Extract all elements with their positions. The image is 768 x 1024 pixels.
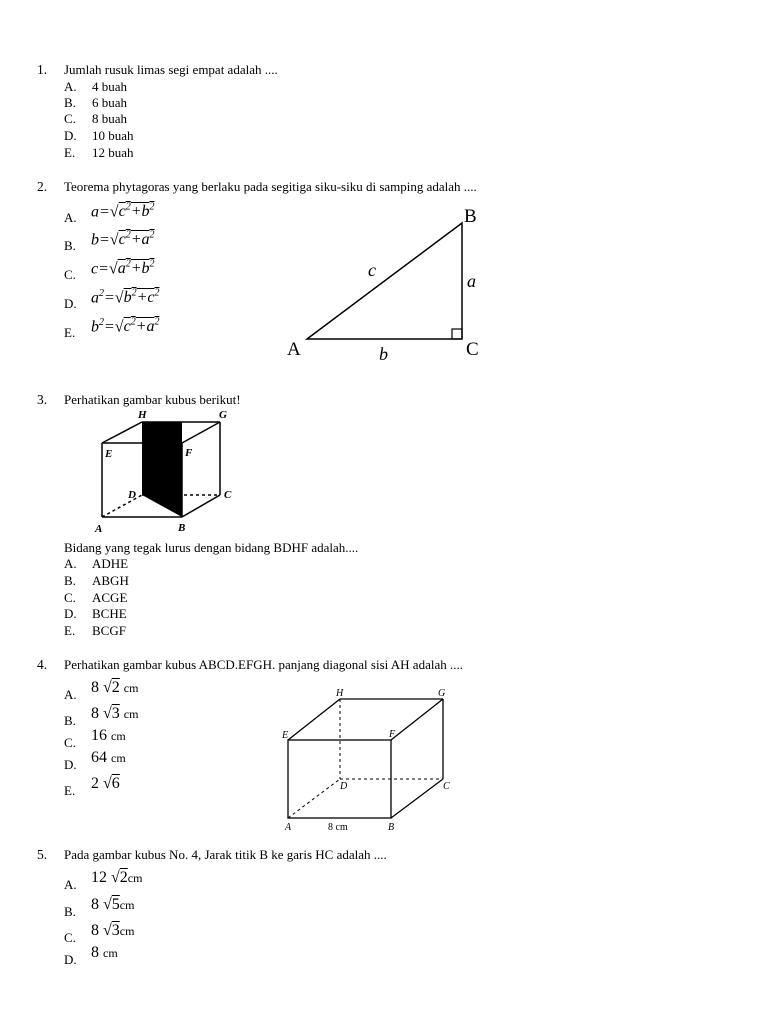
side-a-label: a xyxy=(467,271,476,291)
question-text: Perhatikan gambar kubus berikut! xyxy=(64,392,241,407)
option-text: 8 buah xyxy=(92,111,128,126)
vertex-c-label: C xyxy=(443,781,450,792)
option-label: E. xyxy=(64,325,76,340)
formula: $a^2=√b^2+c^2$ xyxy=(91,288,160,307)
option-label: C. xyxy=(64,590,76,605)
question-number: 3. xyxy=(37,392,48,407)
vertex-b-label: B xyxy=(388,822,395,833)
answer-value: 8 √3 cm xyxy=(91,705,139,722)
side-b-label: b xyxy=(379,344,388,364)
option-label: B. xyxy=(64,573,76,588)
vertex-e-label: E xyxy=(282,730,289,741)
option-label: E. xyxy=(64,623,76,638)
option-label: B. xyxy=(64,238,76,253)
option-label: B. xyxy=(64,904,76,919)
option-text: ABGH xyxy=(92,573,129,588)
question-number: 1. xyxy=(37,62,48,77)
answer-value: 8 cm xyxy=(91,944,118,961)
cube-bdhf-diagram xyxy=(90,405,250,537)
vertex-d-label: D xyxy=(128,489,136,501)
option-label: C. xyxy=(64,930,76,945)
vertex-g-label: G xyxy=(219,409,227,421)
option-label: E. xyxy=(64,783,76,798)
vertex-e-label: E xyxy=(105,448,113,460)
answer-value: 12 √2cm xyxy=(91,869,143,886)
option-text: 12 buah xyxy=(92,145,134,160)
vertex-a-label: A xyxy=(285,822,292,833)
vertex-g-label: G xyxy=(438,688,446,699)
option-label: A. xyxy=(64,210,77,225)
option-label: D. xyxy=(64,296,77,311)
vertex-f-label: F xyxy=(185,447,193,459)
vertex-b-label: B xyxy=(178,522,186,534)
option-label: B. xyxy=(64,95,76,110)
option-label: A. xyxy=(64,556,77,571)
option-label: D. xyxy=(64,606,77,621)
option-label: B. xyxy=(64,713,76,728)
option-label: C. xyxy=(64,735,76,750)
question-text: Perhatikan gambar kubus ABCD.EFGH. panjang diagonal sisi AH adalah .... xyxy=(64,657,463,672)
option-text: ADHE xyxy=(92,556,129,571)
option-label: C. xyxy=(64,111,76,126)
edge-length-label: 8 cm xyxy=(328,822,348,833)
answer-value: 8 √3cm xyxy=(91,922,135,939)
option-label: C. xyxy=(64,267,76,282)
vertex-c-label: C xyxy=(224,489,232,501)
question-text: Pada gambar kubus No. 4, Jarak titik B ke garis HC adalah .... xyxy=(64,847,387,862)
formula: $a=√c^2+b^2$ xyxy=(91,202,155,221)
answer-value: 8 √5cm xyxy=(91,896,135,913)
question-text: Teorema phytagoras yang berlaku pada segitiga siku-siku di samping adalah .... xyxy=(64,179,477,194)
vertex-d-label: D xyxy=(340,781,348,792)
cube-abcdefgh-diagram xyxy=(280,685,460,835)
question-text: Jumlah rusuk limas segi empat adalah .... xyxy=(64,62,278,77)
vertex-h-label: H xyxy=(138,409,147,421)
vertex-c-label: C xyxy=(466,339,479,360)
option-label: A. xyxy=(64,687,77,702)
option-text: 4 buah xyxy=(92,79,128,94)
vertex-a-label: A xyxy=(95,523,103,535)
option-label: A. xyxy=(64,877,77,892)
formula: $b^2=√c^2+a^2$ xyxy=(91,317,160,336)
question-number: 4. xyxy=(37,657,48,672)
formula: $b=√c^2+a^2$ xyxy=(91,230,155,249)
option-label: E. xyxy=(64,145,76,160)
vertex-h-label: H xyxy=(336,688,344,699)
option-label: D. xyxy=(64,128,77,143)
option-label: D. xyxy=(64,757,77,772)
question-number: 2. xyxy=(37,179,48,194)
option-label: A. xyxy=(64,79,77,94)
option-text: ACGE xyxy=(92,590,128,605)
option-label: D. xyxy=(64,952,77,967)
answer-value: 8 √2 cm xyxy=(91,679,139,696)
vertex-b-label: B xyxy=(464,206,477,227)
option-text: 6 buah xyxy=(92,95,128,110)
answer-value: 16 cm xyxy=(91,727,126,744)
side-c-label: c xyxy=(368,260,376,280)
right-triangle-diagram xyxy=(280,200,490,370)
answer-value: 2 √6 xyxy=(91,775,120,792)
formula: $c=√a^2+b^2$ xyxy=(91,259,155,278)
question-subtext: Bidang yang tegak lurus dengan bidang BDHF adalah.... xyxy=(64,540,359,555)
option-text: 10 buah xyxy=(92,128,134,143)
question-number: 5. xyxy=(37,847,48,862)
option-text: BCHE xyxy=(92,606,127,621)
vertex-f-label: F xyxy=(389,729,396,740)
vertex-a-label: A xyxy=(287,339,301,360)
option-text: BCGF xyxy=(92,623,126,638)
answer-value: 64 cm xyxy=(91,749,126,766)
